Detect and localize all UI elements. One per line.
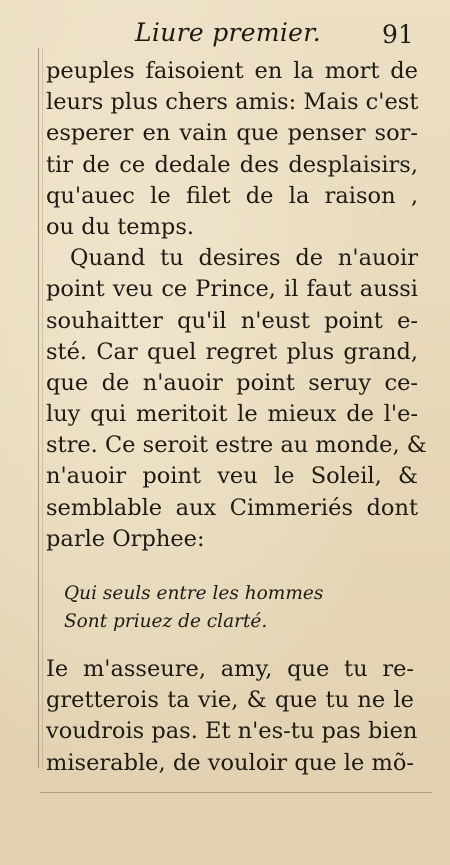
text-line: gretterois ta vie, & que tu ne le — [46, 687, 414, 714]
verse-line: Sont priuez de clarté. — [64, 611, 268, 632]
text-line: esperer en vain que penser sor- — [46, 120, 418, 147]
verse-quote — [64, 580, 384, 636]
page-number: 91 — [382, 20, 414, 49]
text-line: leurs plus chers amis: Mais c'est — [46, 89, 419, 116]
margin-rule-inner — [42, 48, 43, 768]
verse-line: Qui seuls entre les hommes — [64, 583, 324, 604]
bottom-rule — [40, 792, 432, 793]
margin-rule — [38, 48, 39, 768]
text-line: stre. Ce seroit estre au monde, & — [46, 432, 427, 459]
closing-paragraph — [46, 654, 418, 779]
text-line: souhaitter qu'il n'eust point e- — [46, 307, 418, 334]
text-line: que de n'auoir point seruy ce- — [46, 369, 418, 396]
text-line: miserable, de vouloir que le mõ- — [46, 749, 414, 776]
text-line: tir de ce dedale des desplaisirs, — [46, 151, 418, 178]
text-line: peuples faisoient en la mort de — [46, 58, 418, 84]
main-text — [46, 56, 427, 555]
text-line: luy qui meritoit le mieux de l'e- — [46, 401, 418, 428]
text-line: qu'auec le filet de la raison , — [46, 182, 418, 209]
text-line: n'auoir point veu le Soleil, & — [46, 463, 418, 490]
text-line: semblable aux Cimmeriés dont — [46, 494, 418, 521]
text-line: ou du temps. — [46, 213, 195, 240]
running-title: Liure premier. — [135, 18, 321, 47]
text-line: sté. Car quel regret plus grand, — [46, 338, 418, 365]
text-line: Quand tu desires de n'auoir — [70, 245, 418, 272]
text-line: voudrois pas. Et n'es-tu pas bien — [46, 718, 418, 745]
text-line: Ie m'asseure, amy, que tu re- — [46, 656, 414, 682]
page-header — [0, 14, 450, 48]
text-line: parle Orphee: — [46, 525, 205, 552]
text-line: point veu ce Prince, il faut aussi — [46, 276, 418, 303]
